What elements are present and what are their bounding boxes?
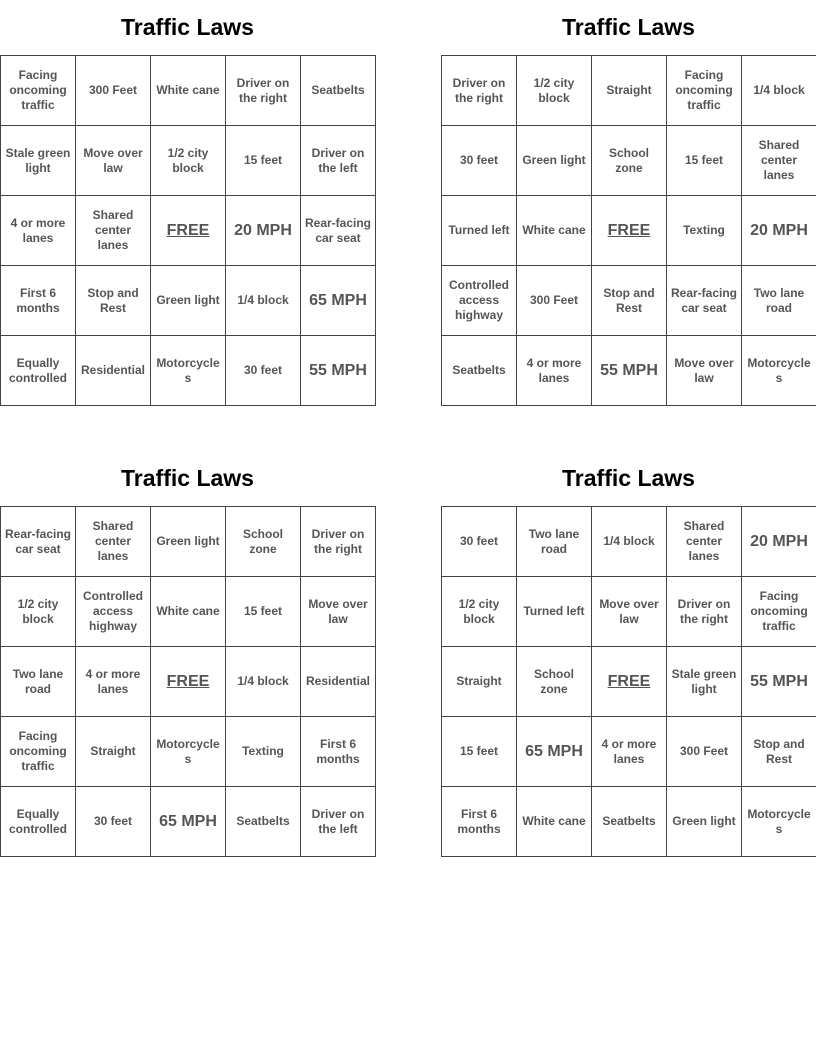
grid-row (442, 577, 816, 647)
free-space: FREE (151, 196, 226, 266)
bingo-grid (0, 506, 376, 857)
grid-row (1, 507, 376, 577)
grid-row (442, 126, 816, 196)
grid-cell: 65 MPH (151, 787, 226, 857)
grid-cell: Texting (226, 717, 301, 787)
grid-cell: Stale green light (1, 126, 76, 196)
grid-cell: Straight (592, 56, 667, 126)
grid-row (1, 266, 376, 336)
grid-row (1, 336, 376, 406)
grid-cell: Driver on the right (667, 577, 742, 647)
grid-cell: Green light (151, 266, 226, 336)
grid-row (1, 196, 376, 266)
grid-cell: Rear-facing car seat (301, 196, 376, 266)
grid-cell: Rear-facing car seat (1, 507, 76, 577)
grid-cell: Two lane road (1, 647, 76, 717)
grid-cell: 15 feet (667, 126, 742, 196)
grid-cell: Shared center lanes (76, 196, 151, 266)
grid-cell: Residential (76, 336, 151, 406)
grid-cell: Facing oncoming traffic (1, 717, 76, 787)
grid-cell: 30 feet (226, 336, 301, 406)
grid-cell: Turned left (517, 577, 592, 647)
grid-cell: Driver on the right (442, 56, 517, 126)
grid-cell: School zone (517, 647, 592, 717)
grid-cell: Texting (667, 196, 742, 266)
grid-cell: White cane (151, 56, 226, 126)
grid-row (442, 196, 816, 266)
grid-cell: 15 feet (442, 717, 517, 787)
grid-cell: 30 feet (442, 126, 517, 196)
grid-row (442, 787, 816, 857)
bingo-grid (441, 506, 816, 857)
grid-row (1, 56, 376, 126)
grid-cell: Green light (667, 787, 742, 857)
bingo-grid (441, 55, 816, 406)
grid-cell: 1/2 city block (1, 577, 76, 647)
grid-cell: 4 or more lanes (1, 196, 76, 266)
grid-cell: White cane (517, 787, 592, 857)
grid-cell: 300 Feet (517, 266, 592, 336)
grid-row (442, 717, 816, 787)
grid-cell: 15 feet (226, 577, 301, 647)
grid-row (442, 336, 816, 406)
grid-cell: 20 MPH (742, 196, 816, 266)
grid-cell: Residential (301, 647, 376, 717)
grid-cell: Driver on the right (301, 507, 376, 577)
grid-cell: Green light (517, 126, 592, 196)
grid-cell: 55 MPH (742, 647, 816, 717)
grid-cell: Motorcycles (742, 336, 816, 406)
grid-cell: 1/2 city block (151, 126, 226, 196)
grid-cell: Green light (151, 507, 226, 577)
grid-cell: First 6 months (1, 266, 76, 336)
free-space: FREE (592, 647, 667, 717)
grid-cell: 1/4 block (742, 56, 816, 126)
grid-row (1, 717, 376, 787)
grid-cell: Equally controlled (1, 787, 76, 857)
grid-row (1, 126, 376, 196)
free-space: FREE (592, 196, 667, 266)
grid-cell: Stale green light (667, 647, 742, 717)
grid-cell: 4 or more lanes (76, 647, 151, 717)
grid-cell: Two lane road (517, 507, 592, 577)
grid-cell: 20 MPH (226, 196, 301, 266)
grid-cell: Controlled access highway (442, 266, 517, 336)
grid-row (442, 266, 816, 336)
grid-cell: School zone (592, 126, 667, 196)
free-space: FREE (151, 647, 226, 717)
grid-cell: 1/2 city block (442, 577, 517, 647)
grid-cell: Stop and Rest (76, 266, 151, 336)
grid-cell: 55 MPH (301, 336, 376, 406)
grid-cell: 30 feet (442, 507, 517, 577)
grid-cell: Move over law (301, 577, 376, 647)
grid-cell: 4 or more lanes (517, 336, 592, 406)
grid-row (1, 787, 376, 857)
card-title: Traffic Laws (562, 465, 695, 491)
grid-cell: Turned left (442, 196, 517, 266)
grid-cell: Straight (76, 717, 151, 787)
card-title: Traffic Laws (121, 465, 254, 491)
grid-cell: Motorcycles (742, 787, 816, 857)
grid-cell: Move over law (667, 336, 742, 406)
grid-cell: Driver on the right (226, 56, 301, 126)
grid-cell: 20 MPH (742, 507, 816, 577)
grid-cell: 1/4 block (226, 647, 301, 717)
grid-row (1, 577, 376, 647)
grid-cell: Shared center lanes (742, 126, 816, 196)
grid-row (442, 507, 816, 577)
grid-cell: Stop and Rest (742, 717, 816, 787)
grid-cell: Driver on the left (301, 787, 376, 857)
grid-cell: 65 MPH (301, 266, 376, 336)
grid-cell: 1/4 block (592, 507, 667, 577)
grid-cell: Motorcycles (151, 717, 226, 787)
grid-row (442, 647, 816, 717)
grid-cell: Facing oncoming traffic (742, 577, 816, 647)
grid-cell: 65 MPH (517, 717, 592, 787)
grid-row (1, 647, 376, 717)
grid-cell: 1/2 city block (517, 56, 592, 126)
grid-cell: White cane (517, 196, 592, 266)
grid-cell: Shared center lanes (667, 507, 742, 577)
grid-cell: School zone (226, 507, 301, 577)
grid-cell: Facing oncoming traffic (1, 56, 76, 126)
grid-cell: Motorcycles (151, 336, 226, 406)
card-title: Traffic Laws (562, 14, 695, 40)
grid-cell: 30 feet (76, 787, 151, 857)
grid-cell: White cane (151, 577, 226, 647)
grid-row (442, 56, 816, 126)
bingo-grid (0, 55, 376, 406)
grid-cell: Controlled access highway (76, 577, 151, 647)
grid-cell: 15 feet (226, 126, 301, 196)
grid-cell: 55 MPH (592, 336, 667, 406)
card-title: Traffic Laws (121, 14, 254, 40)
grid-cell: Seatbelts (226, 787, 301, 857)
grid-cell: 1/4 block (226, 266, 301, 336)
grid-cell: Equally controlled (1, 336, 76, 406)
grid-cell: Move over law (592, 577, 667, 647)
grid-cell: Facing oncoming traffic (667, 56, 742, 126)
grid-cell: Straight (442, 647, 517, 717)
grid-cell: First 6 months (301, 717, 376, 787)
grid-cell: 300 Feet (667, 717, 742, 787)
grid-cell: Rear-facing car seat (667, 266, 742, 336)
grid-cell: Seatbelts (442, 336, 517, 406)
grid-cell: Seatbelts (592, 787, 667, 857)
grid-cell: Stop and Rest (592, 266, 667, 336)
grid-cell: Two lane road (742, 266, 816, 336)
grid-cell: Shared center lanes (76, 507, 151, 577)
grid-cell: Move over law (76, 126, 151, 196)
grid-cell: 4 or more lanes (592, 717, 667, 787)
grid-cell: Seatbelts (301, 56, 376, 126)
grid-cell: 300 Feet (76, 56, 151, 126)
grid-cell: First 6 months (442, 787, 517, 857)
grid-cell: Driver on the left (301, 126, 376, 196)
